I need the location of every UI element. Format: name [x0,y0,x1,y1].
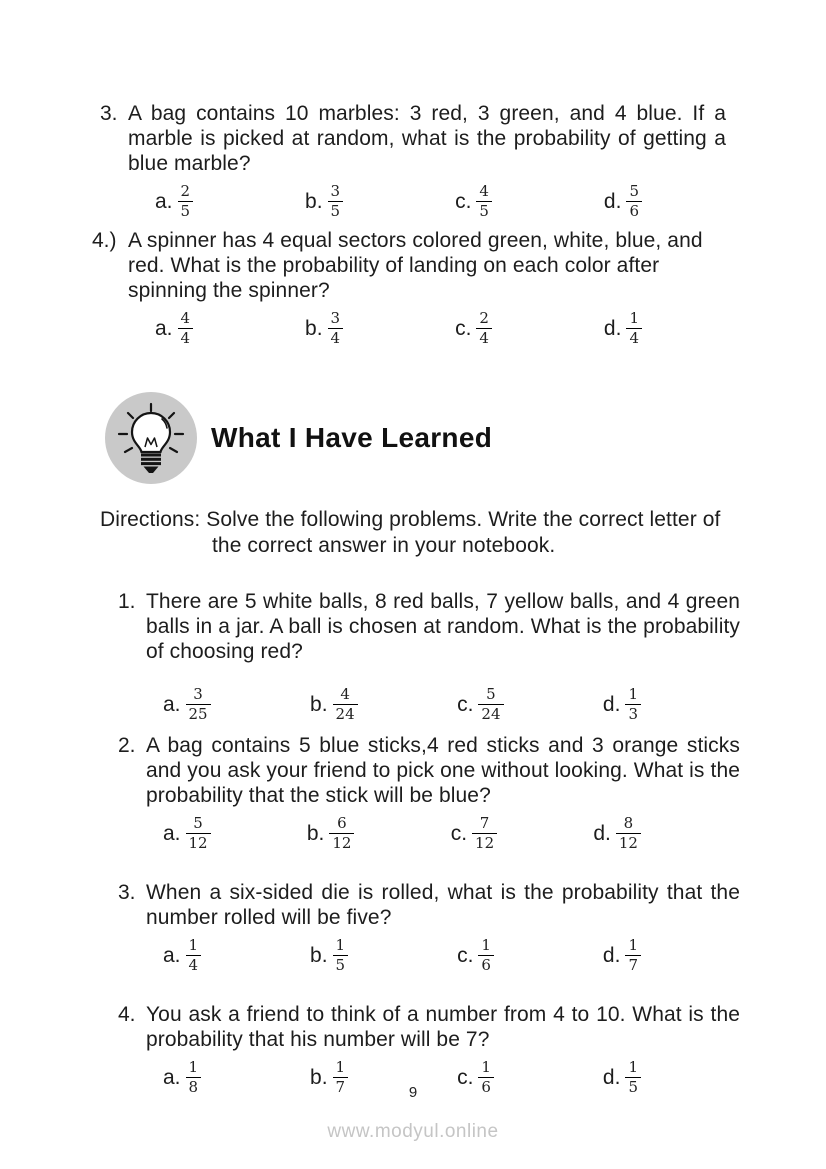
question-block [118,1002,740,1096]
fraction-denominator: 4 [330,329,341,347]
fraction-numerator: 1 [186,1059,202,1078]
option-letter: a. [163,821,181,845]
options-row [155,310,642,347]
fraction-denominator: 24 [335,705,355,723]
answer-option-b [307,815,355,852]
fraction-denominator: 6 [481,1078,491,1096]
fraction-denominator: 12 [188,834,208,852]
answer-option-c [455,183,492,220]
fraction [476,183,492,220]
fraction-denominator: 7 [335,1078,346,1096]
fraction-numerator: 1 [625,937,641,956]
fraction [329,815,354,852]
question-block [118,880,740,974]
answer-option-c [457,937,494,974]
answer-option-d [603,937,641,974]
fraction [476,310,492,347]
fraction-numerator: 6 [329,815,354,834]
option-letter: a. [163,1065,181,1089]
fraction-denominator: 8 [188,1078,199,1096]
fraction [616,815,641,852]
directions-line2: the correct answer in your notebook. [212,534,556,557]
fraction [186,815,211,852]
option-letter: a. [163,692,181,716]
fraction-denominator: 5 [628,1078,638,1096]
fraction-denominator: 3 [628,705,638,723]
option-letter: d. [602,943,621,967]
answer-option-d [604,310,642,347]
fraction-numerator: 1 [625,686,641,705]
answer-option-d [604,183,642,220]
option-letter: a. [155,316,173,340]
answer-option-a [155,310,193,347]
question-number: 4.) [92,229,117,252]
fraction-denominator: 25 [188,705,208,723]
fraction [333,686,358,723]
option-letter: b. [310,1065,328,1089]
fraction [626,310,642,347]
answer-option-b [305,310,343,347]
option-letter: d. [603,316,622,340]
question-number: 3. [118,881,136,904]
answer-option-c [457,686,503,723]
fraction-denominator: 7 [628,956,638,974]
question-block [118,589,740,723]
fraction [472,815,497,852]
fraction-numerator: 4 [333,686,358,705]
fraction [625,686,641,723]
fraction-numerator: 4 [178,310,194,329]
lightbulb-icon [104,391,198,485]
fraction-denominator: 12 [332,834,352,852]
fraction-denominator: 5 [479,202,489,220]
fraction-numerator: 1 [625,1059,641,1078]
fraction [328,310,344,347]
question-number: 3. [100,102,118,125]
fraction-numerator: 8 [616,815,641,834]
fraction-denominator: 5 [180,202,191,220]
fraction-numerator: 4 [476,183,492,202]
question-number: 2. [118,734,136,757]
section-header [104,391,726,485]
answer-option-a [163,937,201,974]
option-letter: c. [455,189,472,213]
fraction-denominator: 5 [330,202,341,220]
exercise-list [118,589,740,1096]
answer-option-b [310,686,358,723]
question-text: A bag contains 5 blue sticks,4 red sticks and 3 orange sticks and you ask your friend to pick one without looking. What is the probability that the stick will be blue? [146,734,740,807]
option-letter: d. [602,1065,621,1089]
fraction-numerator: 2 [476,310,492,329]
option-letter: a. [155,189,173,213]
fraction-numerator: 3 [186,686,211,705]
fraction [178,183,194,220]
answer-option-d [603,686,641,723]
fraction-numerator: 7 [472,815,497,834]
options-row [155,183,642,220]
question-text: You ask a friend to think of a number from 4 to 10. What is the probability that his number will be 7? [146,1003,740,1051]
option-letter: b. [310,692,328,716]
fraction-numerator: 1 [333,1059,349,1078]
answer-option-a [163,815,211,852]
fraction [478,937,494,974]
fraction [478,686,503,723]
fraction-numerator: 3 [328,183,344,202]
option-letter: a. [163,943,181,967]
option-letter: d. [603,189,622,213]
answer-option-b [310,937,348,974]
fraction-denominator: 12 [475,834,495,852]
option-letter: c. [457,1065,474,1089]
fraction [186,937,202,974]
question-text: A bag contains 10 marbles: 3 red, 3 green, and 4 blue. If a marble is picked at random, what is the probability of getting a blue marble? [128,102,726,175]
question-text: There are 5 white balls, 8 red balls, 7 yellow balls, and 4 green balls in a jar. A ball is chosen at random. What is the probability of choosing red? [146,590,740,663]
option-letter: c. [457,692,474,716]
fraction-denominator: 12 [618,834,638,852]
question-number: 1. [118,590,136,613]
option-letter: c. [450,821,468,845]
option-letter: c. [457,943,474,967]
fraction-numerator: 1 [478,937,494,956]
option-letter: b. [305,189,323,213]
fraction-denominator: 4 [629,329,639,347]
option-letter: d. [602,692,621,716]
option-letter: c. [455,316,472,340]
section-title: What I Have Learned [211,422,493,453]
answer-option-b [305,183,343,220]
options-row [163,937,641,974]
question-number: 4. [118,1003,136,1026]
option-letter: b. [306,821,325,845]
fraction-numerator: 5 [186,815,211,834]
options-row [163,815,641,852]
option-letter: b. [305,316,323,340]
fraction-numerator: 1 [478,1059,494,1078]
answer-option-a [155,183,193,220]
fraction [625,937,641,974]
fraction-numerator: 3 [328,310,344,329]
options-row [163,686,641,723]
fraction-numerator: 1 [333,937,349,956]
fraction-denominator: 6 [629,202,639,220]
fraction [333,937,349,974]
question-block [118,733,740,852]
directions-line1: Directions: Solve the following problems. Write the correct letter of [100,508,721,531]
fraction [178,310,194,347]
answer-option-a [163,686,211,723]
fraction-denominator: 4 [479,329,489,347]
fraction-denominator: 5 [335,956,346,974]
directions [100,507,726,559]
answer-option-d [593,815,641,852]
fraction-denominator: 4 [188,956,199,974]
fraction-denominator: 6 [481,956,491,974]
fraction-numerator: 1 [186,937,202,956]
option-letter: b. [310,943,328,967]
fraction-denominator: 24 [481,705,501,723]
option-letter: d. [593,821,611,845]
fraction-numerator: 5 [626,183,642,202]
answer-option-c [451,815,497,852]
question-text: A spinner has 4 equal sectors colored green, white, blue, and red. What is the probability of landing on each color after spinning the spinner? [128,229,703,302]
question-block [92,228,726,347]
fraction-numerator: 2 [178,183,194,202]
fraction-numerator: 1 [626,310,642,329]
fraction-denominator: 4 [180,329,191,347]
question-block [100,101,726,220]
fraction [186,686,211,723]
site-watermark: www.modyul.online [327,1121,499,1142]
answer-option-c [455,310,492,347]
fraction [328,183,344,220]
question-text: When a six-sided die is rolled, what is the probability that the number rolled will be five? [146,881,740,929]
fraction-numerator: 5 [478,686,503,705]
page-number: 9 [408,1084,418,1101]
fraction [626,183,642,220]
